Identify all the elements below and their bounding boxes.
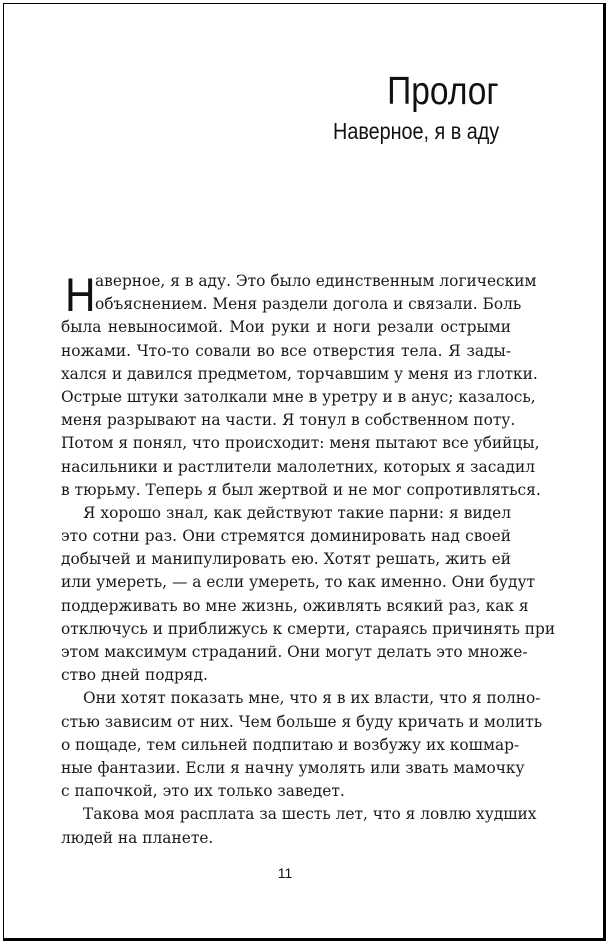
text-line: Я хорошо знал, как действуют такие парни: я видел (83, 503, 511, 522)
page-number: 11 (277, 865, 293, 881)
chapter-title: Пролог (387, 70, 499, 113)
text-line: отключусь и приближусь к смерти, стараясь причинять при (61, 619, 556, 638)
chapter-subtitle: Наверное, я в аду (332, 118, 499, 144)
text-line: Такова моя расплата за шесть лет, что я ловлю худших (83, 805, 537, 824)
text-line: Потом я понял, что происходит: меня пытают все убийцы, (61, 434, 540, 453)
text-line: ножами. Что-то совали во все отверстия тела. Я зады- (61, 341, 511, 360)
drop-cap: Н (65, 268, 96, 321)
text-line: объяснением. Меня раздели догола и связали. Боль (95, 295, 522, 314)
text-line: ство дней подряд. (61, 666, 208, 685)
text-line: насильники и растлители малолетних, которых я засадил (61, 457, 536, 476)
text-line: добычей и манипулировать ею. Хотят решать, жить ей (61, 550, 511, 569)
text-line: с папочкой, это их только заведет. (61, 782, 345, 801)
text-line: в тюрьму. Теперь я был жертвой и не мог сопротивляться. (61, 480, 541, 499)
text-line: Острые штуки затолкали мне в уретру и в анус; казалось, (61, 387, 536, 406)
text-line: ные фантазии. Если я начну умолять или звать мамочку (61, 758, 525, 777)
text-line: людей на планете. (61, 828, 214, 847)
text-line: стью зависим от них. Чем больше я буду кричать и молить (61, 712, 543, 731)
text-line: аверное, я в аду. Это было единственным логическим (95, 272, 537, 290)
text-line: хался и давился предметом, торчавшим у меня из глотки. (61, 364, 538, 383)
body-text (61, 268, 556, 850)
text-line: была невыносимой. Мои руки и ноги резали острыми (61, 318, 511, 337)
text-line: этом максимум страданий. Они могут делать это множе- (61, 643, 528, 661)
text-line: это сотни раз. Они стремятся доминировать над своей (61, 527, 511, 546)
text-line: или умереть, — а если умереть, то как именно. Они будут (61, 573, 536, 592)
text-line: меня разрывают на части. Я тонул в собственном поту. (61, 411, 516, 430)
text-line: о пощаде, тем сильней подпитаю и возбужу их кошмар- (61, 735, 520, 754)
text-line: Они хотят показать мне, что я в их власти, что я полно- (83, 689, 541, 708)
text-line: поддерживать во мне жизнь, оживлять всякий раз, как я (61, 596, 529, 615)
